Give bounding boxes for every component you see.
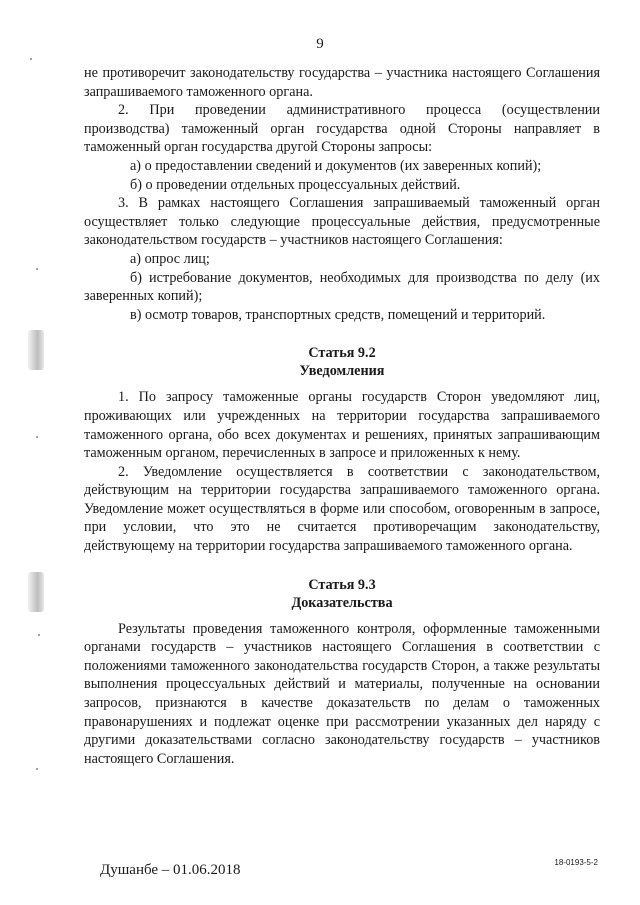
scan-speck xyxy=(38,634,40,636)
document-body xyxy=(84,64,600,768)
article-paragraph: Результаты проведения таможенного контроля, оформленные таможенными органами государств – участников настоящего Соглашения в соответствии с положениями таможенного законодательства государств Сторон, а также результаты выполнения процессуальных действий и материалы, полученные на основании запросов, признаются в качестве доказательств по делам о таможенных правонарушениях и подлежат оценке при рассмотрении указанных дел наряду с другими доказательствами согласно законодательству государств – участников настоящего Соглашения. xyxy=(84,620,600,767)
article-number: Статья 9.3 xyxy=(308,576,376,593)
list-item: а) опрос лиц; xyxy=(130,250,210,267)
footer-place-date: Душанбе – 01.06.2018 xyxy=(100,862,241,878)
article-number: Статья 9.2 xyxy=(308,345,376,362)
paragraph-continuation: не противоречит законодательству государства – участника настоящего Соглашения запрашиваемого таможенного органа. xyxy=(84,65,600,100)
scan-speck xyxy=(36,436,38,438)
list-item: б) о проведении отдельных процессуальных действий. xyxy=(130,176,461,193)
paragraph-2: 2. При проведении административного процесса (осуществлении производства) таможенный орган государства одной Стороны направляет в таможенный орган государства другой Стороны запросы: xyxy=(84,102,600,156)
footer-doc-code: 18-0193-5-2 xyxy=(554,858,598,867)
article-title: Доказательства xyxy=(291,594,393,611)
article-paragraph: 1. По запросу таможенные органы государств Сторон уведомляют лиц, проживающих или учрежденных на территории государства запрашиваемого таможенного органа, обо всех документах и решениях, принятых запрашивающим таможенным органом, перечисленных в запросе и приложенных к нему. xyxy=(84,389,600,462)
article-paragraph: 2. Уведомление осуществляется в соответствии с законодательством, действующим на территории государства запрашиваемого таможенного органа. Уведомление может осуществляться в форме или способом, оговоренным в запросе, при условии, что это не считается противоречащим законодательству, действующему на территории государства запрашиваемого таможенного органа. xyxy=(84,463,600,555)
list-item: в) осмотр товаров, транспортных средств, помещений и территорий. xyxy=(130,306,546,323)
list-item: а) о предоставлении сведений и документов (их заверенных копий); xyxy=(130,157,542,174)
article-heading xyxy=(84,344,600,380)
punch-hole-mark xyxy=(28,330,44,370)
paragraph-3: 3. В рамках настоящего Соглашения запрашиваемый таможенный орган осуществляет только следующие процессуальные действия, предусмотренные законодательством государств – участников настоящего Соглашения: xyxy=(84,195,600,249)
scan-speck xyxy=(30,58,32,60)
article-title: Уведомления xyxy=(299,363,385,380)
list-item: б) истребование документов, необходимых для производства по делу (их заверенных копий); xyxy=(84,269,600,305)
scan-speck xyxy=(36,268,38,270)
article-heading xyxy=(84,576,600,612)
scan-speck xyxy=(36,768,38,770)
punch-hole-mark xyxy=(28,572,44,612)
page-number: 9 xyxy=(316,36,324,52)
